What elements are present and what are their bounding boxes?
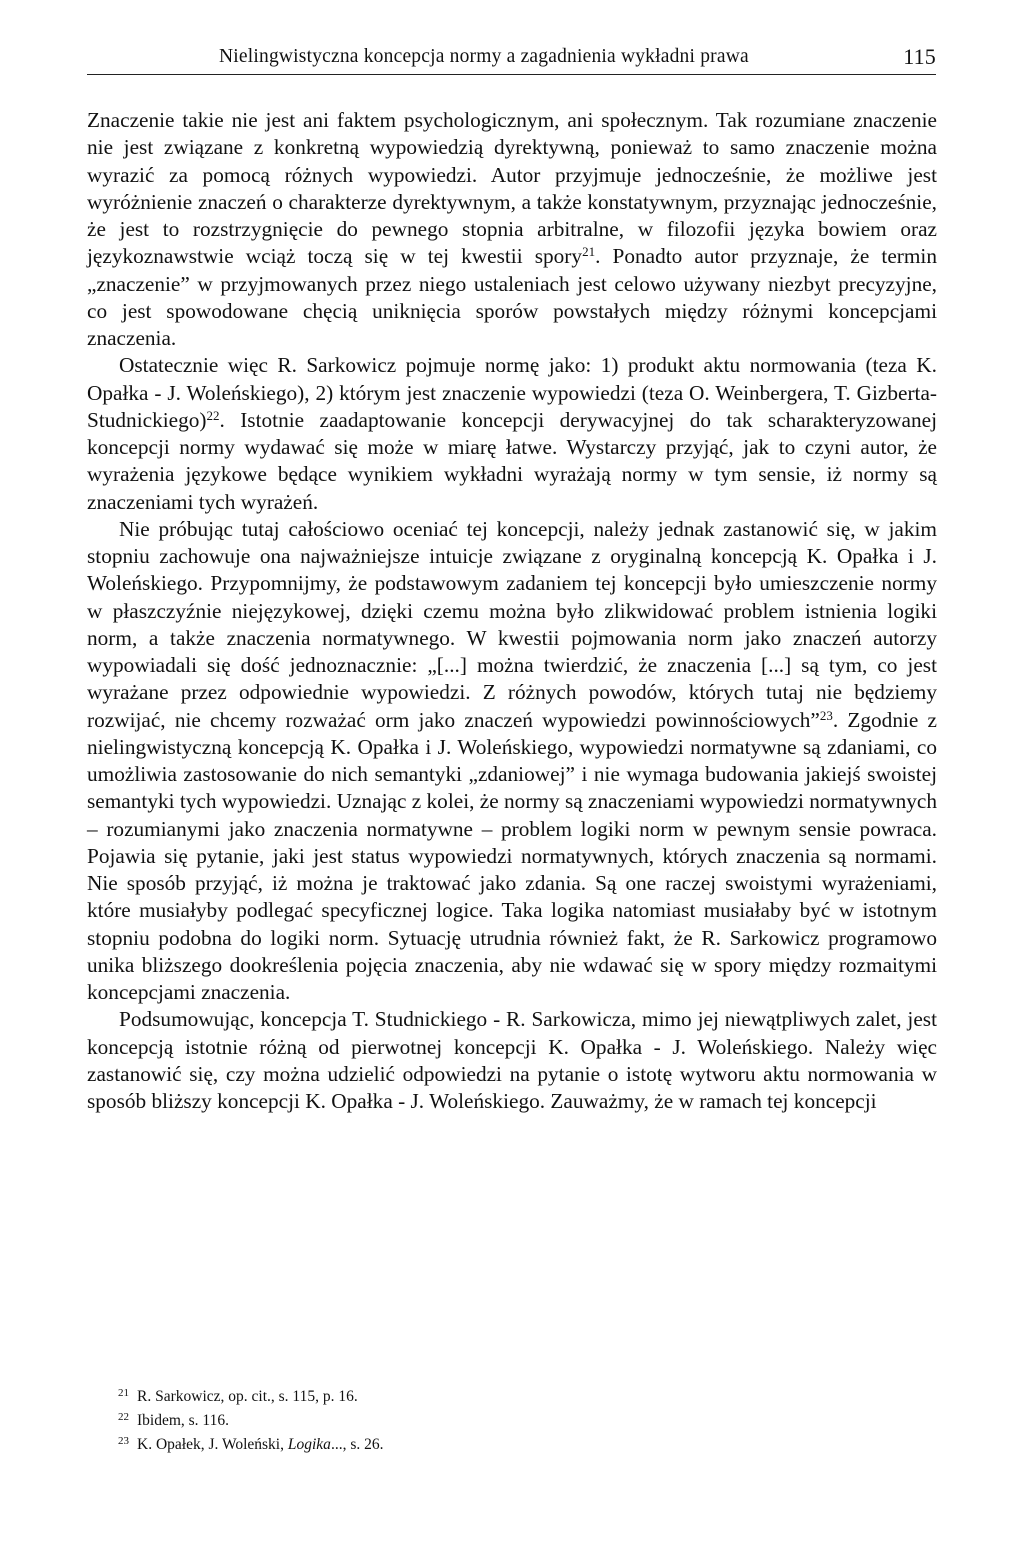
footnote-book-title: Logika [287, 1436, 331, 1453]
footnote-number: 23 [118, 1435, 129, 1447]
running-header [87, 44, 936, 75]
footnote-text-before: K. Opałek, J. Woleński, [137, 1436, 288, 1453]
footnote-number: 22 [118, 1411, 129, 1423]
paragraph-2-text-b: . Istotnie zaadaptowanie koncepcji derywacyjnej do tak scharakteryzowanej koncepcji normy wydawać się może w miarę łatwe. Wystarczy przyjąć, jak to czyni autor, że wyrażenia językowe będące wynikiem wykładni wyrażają normy w tym sensie, iż normy są znaczeniami tych wyrażeń. [87, 407, 937, 514]
paragraph-3 [87, 516, 937, 1007]
footnote-21 [118, 1383, 818, 1407]
paragraph-1 [87, 107, 937, 352]
footnote-23 [118, 1431, 818, 1455]
paragraph-2-text-a: Ostatecznie więc R. Sarkowicz pojmuje normę jako: 1) produkt aktu normowania (teza K. Opałka - J. Woleńskiego), 2) którym jest znaczenie wypowiedzi (teza O. Weinbergera, T. Gizberta-Studnickiego) [87, 353, 937, 432]
footnote-22 [118, 1407, 818, 1431]
paragraph-1-text-b: . Ponadto autor przyznaje, że termin „znaczenie” w przyjmowanych przez niego ustaleniach jest celowo używany niezbyt precyzyjne, co jest spowodowane chęcią uniknięcia sporów powstałych między różnymi koncepcjami znaczenia. [87, 244, 938, 350]
footnote-text: Ibidem, s. 116. [137, 1412, 229, 1429]
paragraph-1-text-a: Znaczenie takie nie jest ani faktem psychologicznym, ani społecznym. Tak rozumiane znaczenie nie jest związane z konkretną wypowiedzią dyrektywną, ponieważ to samo znaczenie można wyrazić za pomocą różnych wypowiedzi. Autor przyjmuje jednocześnie, że możliwe jest wyróżnienie znaczeń o charakterze dyrektywnym, a także konstatywnym, przyznając jednocześnie, że jest to rozstrzygnięcie do pewnego stopnia arbitralne, w filozofii języka bowiem oraz językoznawstwie wciąż toczą się w tej kwestii spory [87, 108, 937, 269]
paragraph-4 [87, 1006, 937, 1115]
footnote-number: 21 [118, 1387, 129, 1399]
paragraph-2 [87, 352, 937, 516]
footnotes [118, 1383, 818, 1455]
paragraph-3-text-b: . Zgodnie z nielingwistyczną koncepcją K. Opałka i J. Woleńskiego, wypowiedzi normatywne są zdaniami, co umożliwia zastosowanie do nich semantyki „zdaniowej” i nie wymaga budowania jakiejś swoistej semantyki tych wypowiedzi. Uznając z kolei, że normy są znaczeniami wypowiedzi normatywnych – rozumianymi jako znaczenia normatywne – problem logiki norm w pewnym sensie powraca. Pojawia się pytanie, jaki jest status wypowiedzi normatywnych, których znaczenia są normami. Nie sposób przyjąć, iż można je traktować jako zdania. Są one raczej swoistymi wyrażeniami, które musiałyby podlegać specyficznej logice. Taka logika natomiast musiałaby być w istotnym stopniu podobna do logiki norm. Sytuację utrudnia również fakt, że R. Sarkowicz programowo unika bliższego dookreślenia pojęcia znaczenia, aby nie wdawać się w spory między rozmaitymi koncepcjami znaczenia. [87, 707, 937, 1004]
body-text [87, 107, 937, 1115]
footnote-text-after: ..., s. 26. [330, 1436, 384, 1453]
footnote-ref-22: 22 [206, 407, 220, 423]
footnote-ref-21: 21 [582, 244, 596, 260]
paragraph-4-text: Podsumowując, koncepcja T. Studnickiego - R. Sarkowicza, mimo jej niewątpliwych zalet, jest koncepcją istotnie różną od pierwotnej koncepcji K. Opałka - J. Woleńskiego. Należy więc zastanowić się, czy można udzielić odpowiedzi na pytanie o istotę wytworu aktu normowania w sposób bliższy koncepcji K. Opałka - J. Woleńskiego. Zauważmy, że w ramach tej koncepcji [87, 1007, 937, 1113]
paragraph-3-text-a: Nie próbując tutaj całościowo oceniać tej koncepcji, należy jednak zastanowić się, w jakim stopniu zachowuje ona najważniejsze intuicje związane z oryginalną koncepcją K. Opałka i J. Woleńskiego. Przypomnijmy, że podstawowym zadaniem tej koncepcji było umieszczenie normy w płaszczyźnie niejęzykowej, dzięki czemu można było zlikwidować problem istnienia logiki norm, a także znaczenia normatywnego. W kwestii pojmowania norm jako znaczeń autorzy wypowiadali się dość jednoznacznie: „[...] można twierdzić, że znaczenia [...] są tym, co jest wyrażane przez odpowiednie wypowiedzi. Z różnych powodów, których tutaj nie będziemy rozwijać, nie chcemy rozważać orm jako znaczeń wypowiedzi powinnościowych” [87, 516, 937, 732]
page-number: 115 [903, 44, 936, 69]
running-title: Nielingwistyczna koncepcja normy a zagadnienia wykładni prawa [219, 46, 749, 67]
footnote-text: R. Sarkowicz, op. cit., s. 115, p. 16. [137, 1388, 358, 1405]
footnote-ref-23: 23 [819, 707, 833, 723]
